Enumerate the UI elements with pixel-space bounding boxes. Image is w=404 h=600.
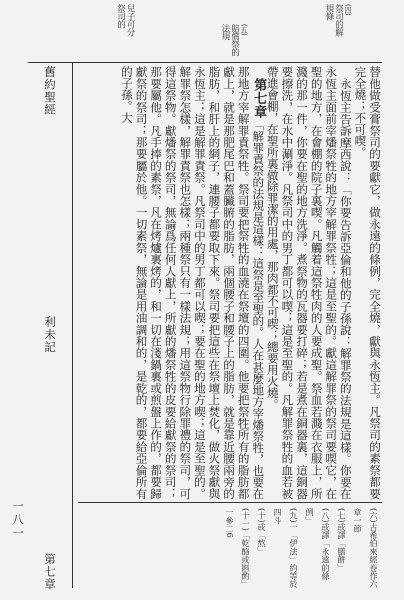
side-rule <box>72 62 73 588</box>
footnotes <box>78 508 382 590</box>
footnote: (十一)「乾酪或斟酌」一參二6 <box>225 508 251 589</box>
body-text <box>78 66 382 499</box>
running-head-chapter: 第七章 <box>43 552 57 590</box>
chapter-paragraph: 「解罪責祭的法規是這樣：這祭是至聖的。人在甚麼地方宰燔祭牲，也要在那地方宰解罪責祭牲。祭司要把祭牲的血澆在祭壇的四圍。他要把祭牲所有的脂肪都獻上，就是那肥尾巴和蓋臟腑的脂肪，兩個腰子和腰子上的脂肪，就是靠近腰兩旁的脂肪，和肝上的網子，連腰子都要取下來。祭司要把這些在祭壇上焚化，做火祭獻與永恆主；這是解罪責祭。凡祭司中的男丁都可以喫；要在聖的地方喫；這是至聖的。解罪祭怎樣，解罪責祭也怎樣；兩種祭只有一樣法規；用這祭物行除罪禮的祭司，可得這祭物。獻燔祭的祭司，無論爲任何人獻上，所獻的燔祭牲的皮要給獻祭的祭司；那要屬他。凡手捧的素祭，凡在烤爐裏烤的，和一切在淺鍋裏或煎盤上作的，都要歸獻祭的祭司；那要屬於他。一切素祭，無論是用油調和的，是乾的，都要給亞倫所有的子孫。大 <box>119 66 266 499</box>
page-number: 一八一 <box>11 500 25 541</box>
footnote: (八)或譯「永遠的條例」 <box>305 508 331 580</box>
paragraph: 替他做受膏祭司的要獻它，做永遠的條例，完全燒，獻與永恆主。凡祭司的素祭都要完全燒；不可喫。 <box>353 66 382 499</box>
running-head <box>42 66 58 590</box>
footnote: (六)古希伯來經卷作六章一節 <box>353 508 379 589</box>
top-rule <box>28 62 382 63</box>
margin-note-sin-offering-law: (四) 祭司的解 規條 <box>324 4 352 36</box>
footnote-rule <box>78 502 382 503</box>
footnote: (十)或「熬」 <box>257 508 267 556</box>
paragraph: 永恆主告訴摩西說：「你要告訴亞倫和他的子孫說：解罪祭的法規是這樣。你要在永恆主面前宰燔祭牲的地方宰解罪祭牲；這是至聖的。獻這解罪祭的祭司要喫它，在聖的地方，在會棚的院子裏喫。凡觸着這祭牲肉的人要成聖。祭血若濺在衣服上，所濺的那一件，你要在聖的地方洗淨。煮祭物的瓦器要打碎；若是煮在銅器裏，這銅器要擦洗，在水中涮淨。凡祭司中的男丁都可以喫；這是至聖的。凡解罪祭牲的血若被帶進會棚，在聖所裏做除罪潔的用處，那肉都不可喫；總要用火燒。 <box>265 66 353 499</box>
running-head-title: 利未記 <box>43 315 57 353</box>
margin-note-guilt-offering-law: (五) 賠償祭的 法規 <box>220 24 248 56</box>
margin-note-priest-share: 兒子可分 祭司的 <box>115 4 135 36</box>
running-head-book: 舊約聖經 <box>43 66 57 116</box>
chapter-heading: 第七章 <box>251 77 267 119</box>
footnote: (七)或譯「膳餅」 <box>337 508 347 572</box>
footnote: (九)一「伊法」約等於四斗 <box>273 508 299 589</box>
